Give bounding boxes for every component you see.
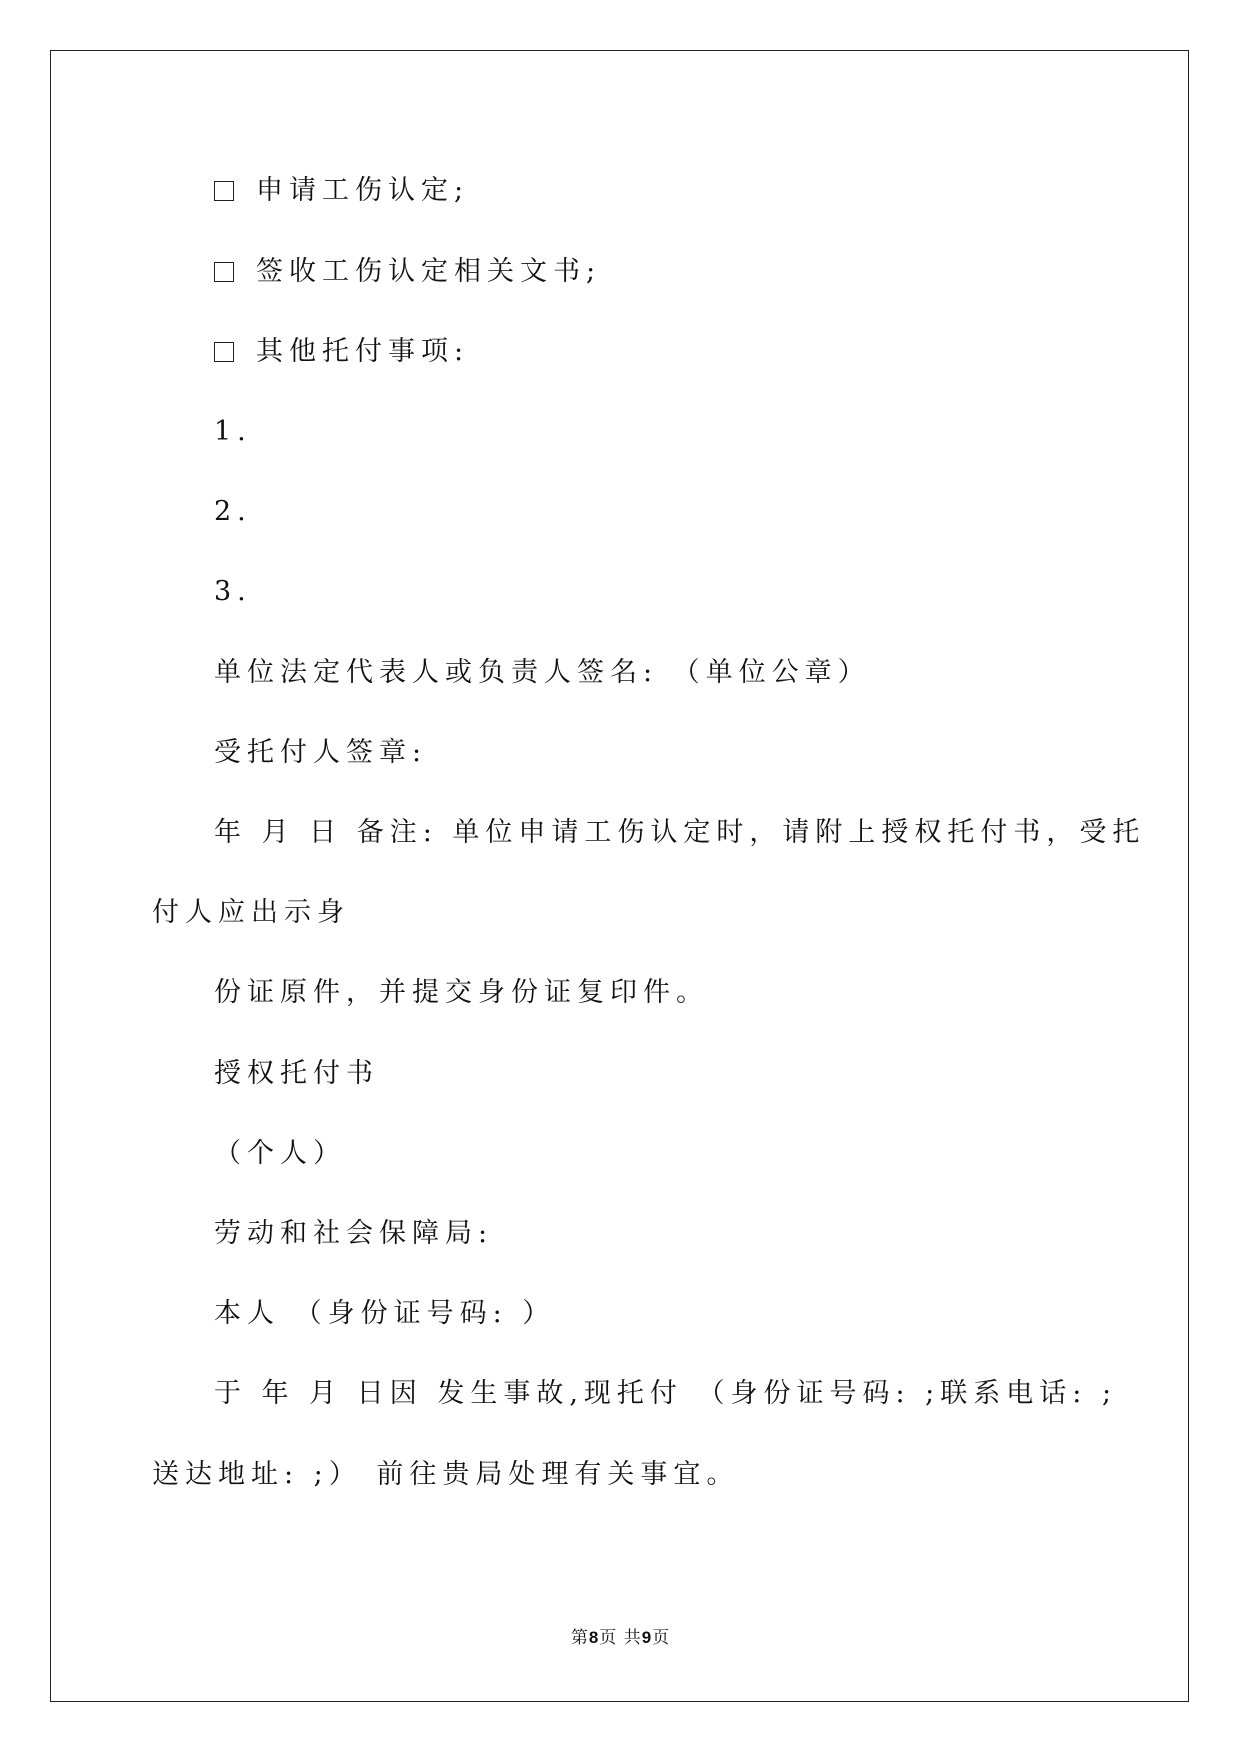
list-item-sign-docs: 签收工伤认定相关文书; <box>214 255 601 289</box>
remark-continued: 付人应出示身 <box>152 897 350 928</box>
legal-rep-signature: 单位法定代表人或负责人签名: （单位公章） <box>214 657 871 688</box>
accident-line: 于 年 月 日因 发生事故,现托付 （身份证号码: ;联系电话: ; <box>214 1378 1118 1409</box>
checkbox-other[interactable] <box>214 342 234 362</box>
numbered-item-1: 1. <box>214 416 252 447</box>
page-border <box>50 50 1189 1702</box>
page-footer: 第8页 共9页 <box>570 1628 671 1648</box>
address-line: 送达地址: ;） 前往贵局处理有关事宜。 <box>152 1459 740 1490</box>
section-subtitle: （个人） <box>214 1138 346 1169</box>
list-item-other: 其他托付事项: <box>214 335 469 369</box>
current-page-number: 8 <box>588 1628 600 1647</box>
list-item-apply: 申请工伤认定; <box>214 174 469 208</box>
section-title: 授权托付书 <box>214 1058 379 1089</box>
remark-line: 年 月 日 备注: 单位申请工伤认定时，请附上授权托付书，受托 <box>214 817 1146 848</box>
numbered-item-2: 2. <box>214 496 252 527</box>
checkbox-sign-docs[interactable] <box>214 262 234 282</box>
self-id-line: 本人 （身份证号码: ） <box>214 1298 556 1329</box>
remark-end: 份证原件，并提交身份证复印件。 <box>214 977 709 1008</box>
numbered-item-3: 3. <box>214 576 252 607</box>
checkbox-apply[interactable] <box>214 181 234 201</box>
addressee: 劳动和社会保障局: <box>214 1218 494 1249</box>
trustee-signature: 受托付人签章: <box>214 737 428 768</box>
total-page-number: 9 <box>641 1628 653 1647</box>
